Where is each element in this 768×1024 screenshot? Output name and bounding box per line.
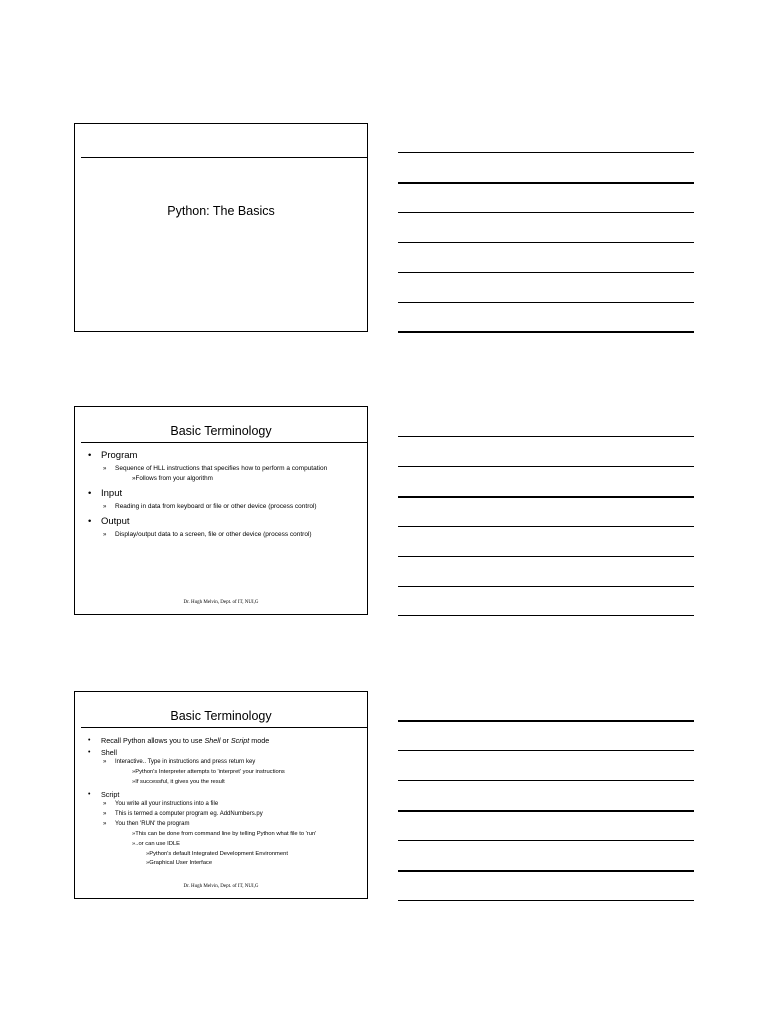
note-line bbox=[398, 556, 694, 557]
slide-3-title-rule bbox=[81, 727, 367, 728]
sub-sub-bullet: »If successful, it gives you the result bbox=[132, 779, 225, 786]
bullet-input: • Input bbox=[88, 488, 123, 499]
slide-1-title-rule bbox=[81, 157, 367, 158]
sub-bullet: » Interactive.. Type in instructions and press return key bbox=[103, 759, 256, 766]
sub-bullet: » This is termed a computer program eg. AddNumbers.py bbox=[103, 810, 263, 817]
note-line bbox=[398, 212, 694, 213]
note-line bbox=[398, 302, 694, 303]
note-line bbox=[398, 840, 694, 841]
bullet-recall: • Recall Python allows you to use Shell or Script mode bbox=[88, 736, 270, 745]
bullet-script: • Script bbox=[88, 789, 120, 799]
bullet-output: • Output bbox=[88, 516, 130, 527]
sub-sub-bullet: »..or can use IDLE bbox=[132, 840, 181, 847]
note-line bbox=[398, 810, 694, 812]
slide-1-title: Python: The Basics bbox=[167, 204, 275, 218]
slide-2-title-rule bbox=[81, 442, 367, 443]
sub-sub-bullet: »This can be done from command line by telling Python what file to 'run' bbox=[132, 830, 317, 837]
note-line bbox=[398, 436, 694, 437]
slide-3-body bbox=[88, 733, 361, 868]
note-line bbox=[398, 152, 694, 153]
note-line bbox=[398, 466, 694, 467]
sub-sub-sub-bullet: »Python's default Integrated Development Environment bbox=[146, 850, 288, 857]
sub-bullet: » Reading in data from keyboard or file or other device (process control) bbox=[103, 503, 317, 510]
note-line bbox=[398, 496, 694, 498]
note-line bbox=[398, 242, 694, 243]
note-line bbox=[398, 720, 694, 722]
slide-1 bbox=[74, 123, 368, 332]
slide-2-footer: Dr. Hugh Melvin, Dept. of IT, NUI,G bbox=[183, 600, 259, 605]
note-line bbox=[398, 586, 694, 587]
note-line bbox=[398, 870, 694, 872]
bullet-shell: • Shell bbox=[88, 748, 117, 757]
sub-sub-sub-bullet: »Graphical User Interface bbox=[146, 860, 213, 867]
sub-bullet: » Sequence of HLL instructions that specifies how to perform a computation bbox=[103, 465, 328, 472]
note-line bbox=[398, 526, 694, 527]
note-line bbox=[398, 272, 694, 273]
slide-3-footer: Dr. Hugh Melvin, Dept. of IT, NUI,G bbox=[183, 884, 259, 889]
note-line bbox=[398, 750, 694, 751]
slide-2-title: Basic Terminology bbox=[170, 424, 272, 438]
note-line bbox=[398, 780, 694, 781]
sub-bullet: » You write all your instructions into a file bbox=[103, 801, 219, 808]
sub-sub-bullet: »Python's Interpreter attempts to 'interpret' your instructions bbox=[132, 769, 285, 776]
slide-2 bbox=[74, 406, 368, 615]
slide-3-title: Basic Terminology bbox=[170, 709, 272, 723]
slide-2-body bbox=[88, 448, 361, 539]
note-line bbox=[398, 615, 694, 616]
note-line bbox=[398, 182, 694, 184]
sub-bullet: » You then 'RUN' the program bbox=[103, 820, 190, 827]
bullet-program: • Program bbox=[88, 450, 138, 461]
sub-bullet: » Display/output data to a screen, file or other device (process control) bbox=[103, 531, 312, 538]
note-line bbox=[398, 900, 694, 901]
sub-sub-bullet: »Follows from your algorithm bbox=[132, 475, 213, 482]
note-line bbox=[398, 331, 694, 333]
slide-3 bbox=[74, 691, 368, 899]
